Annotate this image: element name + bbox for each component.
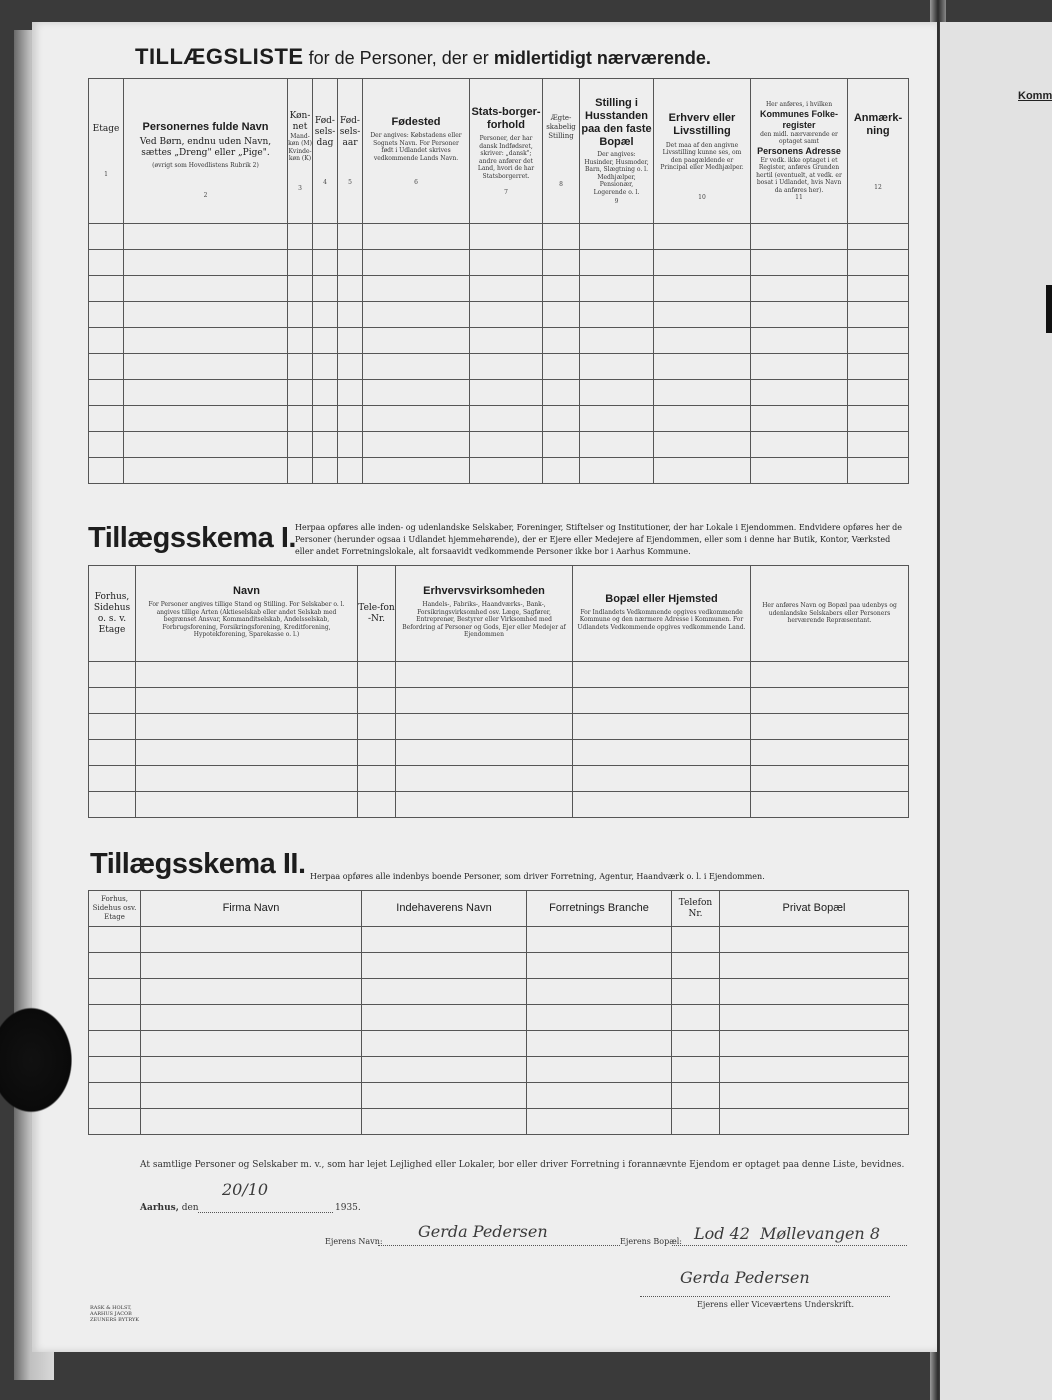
title-bold2: midlertidigt nærværende.: [493, 48, 711, 68]
table-row: [89, 662, 909, 688]
s2-col-telefon: Telefon Nr.: [672, 891, 720, 927]
table-cell: [124, 432, 288, 458]
table-row: [89, 458, 909, 484]
signature-handwritten: Gerda Pedersen: [680, 1268, 810, 1287]
table-cell: [470, 458, 543, 484]
table-cell: [654, 276, 751, 302]
table-cell: [89, 1109, 141, 1135]
table-row: [89, 979, 909, 1005]
table-cell: [751, 224, 848, 250]
table-cell: [338, 380, 363, 406]
table-cell: [136, 688, 358, 714]
table-cell: [848, 302, 909, 328]
table-cell: [848, 406, 909, 432]
table-cell: [672, 927, 720, 953]
table-cell: [751, 662, 909, 688]
table-cell: [527, 1057, 672, 1083]
table-cell: [358, 792, 396, 818]
table-cell: [89, 224, 124, 250]
table-cell: [89, 458, 124, 484]
table-cell: [470, 224, 543, 250]
table-cell: [89, 1057, 141, 1083]
table-cell: [672, 953, 720, 979]
table-cell: [654, 354, 751, 380]
table-row: [89, 1083, 909, 1109]
city: Aarhus,: [140, 1203, 179, 1213]
table-cell: [654, 458, 751, 484]
table-row: [89, 688, 909, 714]
table-cell: [313, 302, 338, 328]
table-cell: [470, 302, 543, 328]
table-cell: [363, 406, 470, 432]
s1-col-erhverv: Erhvervsvirksomheden Handels-, Fabriks-, Haandværks-, Bank-, Forsikringsvirksomhed osv. Læge, Sagfører, Entreprenør, Bestyrer eller Virksomhed med Befordring af Personer og Gods, Ejer eller Medejer af Ejendommen: [396, 566, 573, 662]
right-page-mark: [1046, 285, 1052, 333]
table-cell: [672, 979, 720, 1005]
declaration: At samtlige Personer og Selskaber m. v., som har lejet Lejlighed eller Lokaler, bor eller driver Forretning i forannævnte Ejendom er optaget paa denne Liste, bevidnes.: [140, 1160, 905, 1170]
table-cell: [751, 250, 848, 276]
table-row: [89, 406, 909, 432]
table-cell: [288, 276, 313, 302]
table-cell: [358, 740, 396, 766]
table-cell: [527, 1031, 672, 1057]
table-cell: [580, 224, 654, 250]
table-cell: [338, 432, 363, 458]
s1-col-repraesentant: Her anføres Navn og Bopæl paa udenbys og udenlandske Selskabers eller Personers herværende Repræsentant.: [751, 566, 909, 662]
table-cell: [362, 1005, 527, 1031]
table-row: [89, 714, 909, 740]
table-cell: [470, 276, 543, 302]
table-cell: [338, 354, 363, 380]
table-cell: [358, 714, 396, 740]
table-cell: [543, 380, 580, 406]
table-cell: [527, 927, 672, 953]
col-foedselsaar: Fød-sels-aar 5: [338, 79, 363, 224]
table-cell: [89, 1083, 141, 1109]
thumb: [0, 1000, 78, 1120]
table-cell: [720, 1031, 909, 1057]
table-cell: [720, 953, 909, 979]
table-row: [89, 1057, 909, 1083]
col-erhverv: Erhverv eller Livsstilling Det maa af den angivne Livsstilling kunne ses, om den paagældende er Principal eller Medhjælper. 10: [654, 79, 751, 224]
signature-line: [640, 1296, 890, 1297]
table-cell: [338, 224, 363, 250]
table-row: [89, 792, 909, 818]
table-cell: [543, 224, 580, 250]
right-page: [940, 22, 1052, 1400]
table-cell: [720, 1109, 909, 1135]
table-cell: [848, 458, 909, 484]
main-table-header: [89, 79, 909, 224]
table-cell: [573, 662, 751, 688]
table-cell: [751, 432, 848, 458]
table-cell: [362, 1057, 527, 1083]
table-cell: [124, 380, 288, 406]
table-cell: [362, 1083, 527, 1109]
table-cell: [363, 276, 470, 302]
table-cell: [288, 406, 313, 432]
table-cell: [89, 714, 136, 740]
table-cell: [288, 380, 313, 406]
col-aegteskab: Ægte-skabelig Stilling 8: [543, 79, 580, 224]
table-cell: [672, 1005, 720, 1031]
table-cell: [751, 740, 909, 766]
table-cell: [136, 792, 358, 818]
table-cell: [363, 250, 470, 276]
s2-col-firma: Firma Navn: [141, 891, 362, 927]
table-cell: [124, 406, 288, 432]
table-cell: [751, 458, 848, 484]
table-row: [89, 250, 909, 276]
table-cell: [580, 458, 654, 484]
table-cell: [124, 250, 288, 276]
table-row: [89, 328, 909, 354]
page-title: [135, 44, 711, 70]
col-foedested: Fødested Der angives: Købstadens eller Sognets Navn. For Personer født i Udlandet skrives vedkommende Lands Navn. 6: [363, 79, 470, 224]
s1-col-etage: Forhus, Sidehus o. s. v. Etage: [89, 566, 136, 662]
table-cell: [848, 276, 909, 302]
table-cell: [89, 1031, 141, 1057]
table-cell: [580, 354, 654, 380]
table-cell: [338, 250, 363, 276]
table-cell: [363, 328, 470, 354]
table-cell: [141, 1057, 362, 1083]
table-cell: [124, 276, 288, 302]
table-cell: [543, 328, 580, 354]
table-cell: [751, 714, 909, 740]
main-table: [88, 78, 909, 484]
table-cell: [672, 1083, 720, 1109]
table-cell: [573, 740, 751, 766]
table-cell: [751, 276, 848, 302]
table-cell: [654, 250, 751, 276]
printer-mark: RASK & HOLST, AARHUS JACOB ZEUNERS BYTRYK: [90, 1305, 140, 1323]
city-date: [140, 1203, 199, 1213]
table-cell: [313, 328, 338, 354]
table-cell: [338, 406, 363, 432]
table-cell: [543, 406, 580, 432]
table-cell: [124, 328, 288, 354]
table-cell: [89, 740, 136, 766]
table-row: [89, 1031, 909, 1057]
schema2-table: [88, 890, 909, 1135]
table-cell: [136, 662, 358, 688]
den-label: den: [181, 1203, 199, 1213]
table-cell: [89, 250, 124, 276]
table-cell: [848, 354, 909, 380]
table-cell: [720, 1057, 909, 1083]
owner-address-line: [672, 1245, 907, 1246]
owner-name-label: Ejerens Navn:: [325, 1237, 383, 1246]
table-cell: [720, 927, 909, 953]
table-cell: [751, 688, 909, 714]
table-cell: [89, 328, 124, 354]
table-cell: [654, 224, 751, 250]
table-row: [89, 1005, 909, 1031]
table-cell: [580, 276, 654, 302]
schema1-title: Tillægsskema I.: [88, 522, 296, 554]
table-cell: [848, 380, 909, 406]
table-cell: [543, 276, 580, 302]
table-cell: [580, 250, 654, 276]
table-cell: [751, 380, 848, 406]
table-cell: [338, 302, 363, 328]
title-bold: TILLÆGSLISTE: [135, 44, 304, 69]
table-cell: [124, 458, 288, 484]
owner-address-handwritten: Lod 42 Møllevangen 8: [694, 1224, 880, 1243]
table-row: [89, 302, 909, 328]
table-row: [89, 1109, 909, 1135]
table-cell: [141, 1109, 362, 1135]
table-cell: [396, 662, 573, 688]
table-cell: [527, 1005, 672, 1031]
table-cell: [654, 380, 751, 406]
table-cell: [751, 302, 848, 328]
table-cell: [470, 354, 543, 380]
table-cell: [313, 224, 338, 250]
schema1-body: [89, 662, 909, 818]
table-row: [89, 380, 909, 406]
table-cell: [573, 688, 751, 714]
schema1-header: [89, 566, 909, 662]
col-koen: Køn-net Mand-køn (M) Kvinde-køn (K) 3: [288, 79, 313, 224]
table-cell: [358, 766, 396, 792]
table-cell: [313, 458, 338, 484]
s2-col-branche: Forretnings Branche: [527, 891, 672, 927]
table-cell: [580, 406, 654, 432]
col-navn: Personernes fulde Navn Ved Børn, endnu uden Navn, sættes „Dreng" eller „Pige". (øvrigt som Hovedlistens Rubrik 2) 2: [124, 79, 288, 224]
table-cell: [751, 766, 909, 792]
table-cell: [89, 953, 141, 979]
table-cell: [527, 979, 672, 1005]
table-cell: [751, 328, 848, 354]
table-cell: [89, 406, 124, 432]
table-cell: [288, 458, 313, 484]
table-cell: [543, 432, 580, 458]
table-cell: [396, 740, 573, 766]
table-cell: [338, 458, 363, 484]
table-cell: [141, 1083, 362, 1109]
table-cell: [362, 1031, 527, 1057]
table-row: [89, 953, 909, 979]
table-cell: [363, 458, 470, 484]
table-cell: [396, 688, 573, 714]
table-cell: [363, 432, 470, 458]
table-cell: [396, 766, 573, 792]
schema2-note: Herpaa opføres alle indenbys boende Personer, som driver Forretning, Agentur, Haandværk o. l. i Ejendommen.: [310, 872, 765, 881]
table-cell: [362, 927, 527, 953]
table-cell: [89, 688, 136, 714]
table-cell: [470, 406, 543, 432]
table-cell: [672, 1057, 720, 1083]
table-row: [89, 766, 909, 792]
table-cell: [363, 354, 470, 380]
table-row: [89, 224, 909, 250]
s2-col-bopael: Privat Bopæl: [720, 891, 909, 927]
table-cell: [288, 328, 313, 354]
table-cell: [313, 276, 338, 302]
table-cell: [363, 380, 470, 406]
table-cell: [396, 714, 573, 740]
table-cell: [89, 354, 124, 380]
table-cell: [654, 432, 751, 458]
schema2-body: [89, 927, 909, 1135]
table-cell: [136, 714, 358, 740]
table-cell: [89, 662, 136, 688]
table-cell: [720, 1083, 909, 1109]
owner-name-line: [378, 1245, 620, 1246]
table-cell: [141, 1031, 362, 1057]
col-anmaerkning: Anmærk-ning 12: [848, 79, 909, 224]
table-cell: [580, 380, 654, 406]
table-cell: [124, 354, 288, 380]
table-cell: [89, 432, 124, 458]
table-cell: [338, 328, 363, 354]
table-cell: [396, 792, 573, 818]
table-cell: [672, 1031, 720, 1057]
date-line: [198, 1212, 333, 1213]
table-cell: [362, 953, 527, 979]
table-cell: [362, 979, 527, 1005]
col-etage: Etage 1: [89, 79, 124, 224]
table-cell: [362, 1109, 527, 1135]
table-cell: [654, 302, 751, 328]
table-row: [89, 276, 909, 302]
table-cell: [470, 250, 543, 276]
table-cell: [720, 1005, 909, 1031]
table-cell: [288, 354, 313, 380]
table-cell: [573, 714, 751, 740]
table-cell: [288, 250, 313, 276]
table-cell: [654, 406, 751, 432]
table-cell: [313, 354, 338, 380]
table-cell: [288, 432, 313, 458]
table-cell: [848, 250, 909, 276]
table-row: [89, 927, 909, 953]
table-cell: [848, 328, 909, 354]
table-cell: [358, 688, 396, 714]
table-cell: [141, 953, 362, 979]
table-cell: [543, 354, 580, 380]
table-row: [89, 740, 909, 766]
table-cell: [363, 302, 470, 328]
right-page-text: Komm: [1018, 90, 1052, 102]
schema2-header: [89, 891, 909, 927]
table-cell: [751, 792, 909, 818]
table-cell: [543, 458, 580, 484]
table-cell: [89, 276, 124, 302]
year: 1935.: [335, 1203, 361, 1213]
table-cell: [141, 1005, 362, 1031]
table-cell: [543, 250, 580, 276]
col-statsborger: Stats-borger-forhold Personer, der har dansk Indfødsret, skriver: „dansk"; andre anfører det Land, hvori de har Statsborgerret. 7: [470, 79, 543, 224]
schema1-table: [88, 565, 909, 818]
table-cell: [124, 302, 288, 328]
owner-name-handwritten: Gerda Pedersen: [418, 1222, 548, 1241]
table-row: [89, 432, 909, 458]
table-cell: [89, 979, 141, 1005]
s2-col-etage: Forhus, Sidehus osv. Etage: [89, 891, 141, 927]
table-cell: [580, 432, 654, 458]
table-cell: [136, 740, 358, 766]
table-cell: [527, 953, 672, 979]
title-rest: for de Personer, der er: [308, 48, 489, 68]
table-cell: [288, 302, 313, 328]
table-cell: [288, 224, 313, 250]
date-handwritten: 20/10: [222, 1180, 269, 1199]
table-cell: [580, 328, 654, 354]
table-cell: [89, 927, 141, 953]
table-cell: [470, 328, 543, 354]
table-cell: [848, 432, 909, 458]
table-cell: [573, 792, 751, 818]
s2-col-indehaver: Indehaverens Navn: [362, 891, 527, 927]
table-cell: [527, 1109, 672, 1135]
table-cell: [313, 380, 338, 406]
col-stilling: Stilling i Husstanden paa den faste Bopæl Der angives: Husinder, Husmoder, Barn, Slægtning o. l. Medhjælper, Pensionær, Logerende o. l. 9: [580, 79, 654, 224]
owner-address-label: Ejerens Bopæl:: [620, 1237, 683, 1246]
schema2-title: Tillægsskema II.: [90, 848, 306, 880]
table-cell: [720, 979, 909, 1005]
table-cell: [124, 224, 288, 250]
table-cell: [470, 432, 543, 458]
main-table-body: [89, 224, 909, 484]
table-cell: [672, 1109, 720, 1135]
table-cell: [136, 766, 358, 792]
s1-col-navn: Navn For Personer angives tillige Stand og Stilling. For Selskaber o. l. angives tillige Arten (Aktieselskab eller andet Selskab med begrænset Ansvar, Kommanditselskab, Andelsselskab, Forbrugsforening, Forsikringsforening, Kreditforening, Hypotekforening, Sparekasse o. l.): [136, 566, 358, 662]
table-cell: [848, 224, 909, 250]
table-cell: [89, 792, 136, 818]
table-cell: [313, 250, 338, 276]
signature-label: Ejerens eller Viceværtens Underskrift.: [697, 1300, 855, 1309]
table-cell: [89, 766, 136, 792]
table-cell: [751, 354, 848, 380]
table-row: [89, 354, 909, 380]
table-cell: [573, 766, 751, 792]
table-cell: [141, 927, 362, 953]
table-cell: [363, 224, 470, 250]
table-cell: [313, 406, 338, 432]
table-cell: [338, 276, 363, 302]
table-cell: [580, 302, 654, 328]
table-cell: [89, 380, 124, 406]
table-cell: [89, 302, 124, 328]
table-cell: [751, 406, 848, 432]
s1-col-telefon: Tele-fon-Nr.: [358, 566, 396, 662]
table-cell: [527, 1083, 672, 1109]
s1-col-bopael: Bopæl eller Hjemsted For Indlandets Vedkommende opgives vedkommende Kommune og den nærmere Adresse i Kommunen. For Udlandets Vedkommende opgives vedkommende Land.: [573, 566, 751, 662]
table-cell: [89, 1005, 141, 1031]
col-foedselsdag: Fød-sels-dag 4: [313, 79, 338, 224]
table-cell: [654, 328, 751, 354]
table-cell: [358, 662, 396, 688]
schema1-note: Herpaa opføres alle inden- og udenlandske Selskaber, Foreninger, Stiftelser og Institutioner, der har Lokale i Ejendommen. Endvidere opføres her de Personer (herunder ogsaa i Udlandet hjemmehørende), der er Ejere eller Medejere af Ejendommen, eller som i denne har Butik, Kontor, Værksted eller andet Forretningslokale, alt forsaavidt vedkommende Personer ikke bor i Aarhus Kommune.: [295, 523, 903, 556]
table-cell: [470, 380, 543, 406]
table-cell: [141, 979, 362, 1005]
table-cell: [313, 432, 338, 458]
table-cell: [543, 302, 580, 328]
col-folkeregister: Her anføres, i hvilken Kommunes Folke-register den midl. nærværende er optaget samt Personens Adresse Er vedk. ikke optaget i et Register, anføres Grunden hertil (eventuelt, at vedk. er bosat i Udlandet, hvis Navn da anføres her). 11: [751, 79, 848, 224]
